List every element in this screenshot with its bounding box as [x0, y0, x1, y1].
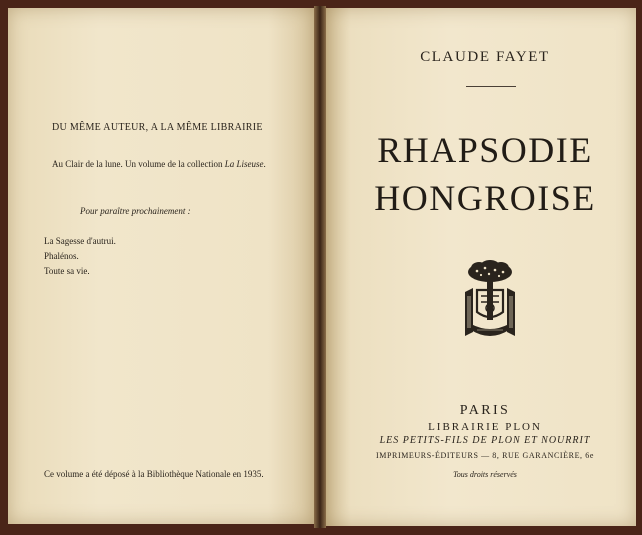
list-item: Phalénos. [44, 251, 79, 261]
entry-end: . [263, 159, 266, 169]
other-works-entry [52, 157, 294, 172]
title-line-1: RHAPSODIE [377, 130, 593, 170]
entry-text: Au Clair de la lune. Un volume de la collection [52, 159, 225, 169]
forthcoming-label: Pour paraître prochainement : [80, 206, 191, 216]
author-name: CLAUDE FAYET [420, 49, 550, 65]
imprint-printers: LES PETITS-FILS DE PLON ET NOURRIT [379, 435, 591, 446]
legal-deposit-note: Ce volume a été déposé à la Bibliothèque Nationale en 1935. [44, 469, 264, 479]
title-line-2: HONGROISE [374, 178, 596, 218]
publisher-device-icon [459, 260, 521, 342]
entry-collection: La Liseuse [224, 159, 264, 169]
imprint-city: PARIS [459, 403, 511, 418]
list-item: La Sagesse d'autrui. [44, 236, 116, 246]
list-item: Toute sa vie. [44, 266, 90, 276]
forthcoming-list [44, 234, 116, 279]
imprint-address: IMPRIMEURS-ÉDITEURS — 8, RUE GARANCIÈRE, 6e [375, 451, 595, 460]
other-works-heading: DU MÊME AUTEUR, A LA MÊME LIBRAIRIE [52, 122, 263, 133]
imprint-publisher: LIBRAIRIE PLON [428, 421, 542, 433]
book-title [330, 126, 640, 222]
title-divider [466, 86, 516, 87]
rights-notice: Tous droits réservés [453, 470, 517, 479]
book-gutter [314, 6, 326, 528]
